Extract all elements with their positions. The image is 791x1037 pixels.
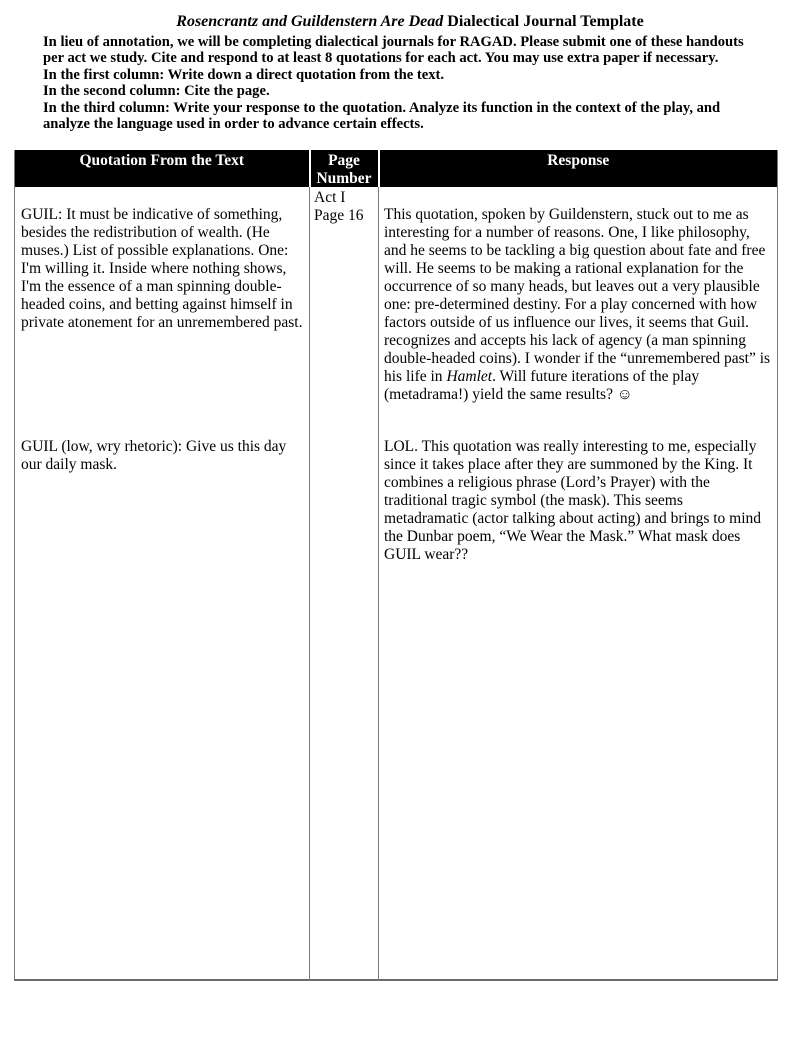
col-header-response: Response	[379, 150, 778, 187]
text-line: In the third column: Write your response to the quotation. Analyze its function in the context of the play, and	[43, 99, 721, 116]
text-line: traditional tragic symbol (the mask). This seems	[384, 492, 683, 510]
journal-entry-row-2	[15, 437, 778, 980]
text-line: I'm willing it. Inside where nothing shows,	[21, 260, 287, 278]
text-line: besides the redistribution of wealth. (He	[21, 224, 270, 242]
play-title-italic: Rosencrantz and Guildenstern Are Dead	[176, 13, 444, 30]
page-title	[43, 13, 777, 30]
hamlet-line-pre: his life in	[384, 368, 447, 386]
text-line: GUIL (low, wry rhetoric): Give us this day	[21, 438, 287, 456]
text-line: combines a religious phrase (Lord’s Prayer) with the	[384, 474, 710, 492]
text-line: the Dunbar poem, “We Wear the Mask.” What mask does	[384, 528, 741, 546]
page-number-cell	[310, 187, 379, 437]
journal-entry-row-1	[15, 187, 778, 437]
text-line: analyze the language used in order to advance certain effects.	[43, 116, 424, 133]
response-1-body	[384, 206, 773, 368]
text-line: GUIL wear??	[384, 546, 469, 564]
text-line: LOL. This quotation was really interesting to me, especially	[384, 438, 757, 456]
text-line: In lieu of annotation, we will be completing dialectical journals for RAGAD. Please submit one of these handouts	[43, 34, 744, 50]
text-line: one: pre-determined destiny. For a play concerned with how	[384, 296, 758, 314]
response-cell-2	[379, 437, 778, 980]
text-line: GUIL: It must be indicative of something,	[21, 206, 283, 224]
hamlet-title-italic: Hamlet	[446, 368, 493, 386]
text-line: metadramatic (actor talking about acting) and brings to mind	[384, 510, 762, 528]
text-line: per act we study. Cite and respond to at least 8 quotations for each act. You may use extra paper if necessary.	[43, 50, 719, 67]
col-header-quotation: Quotation From the Text	[15, 150, 310, 187]
quotation-cell-2	[15, 437, 310, 980]
document-page	[0, 13, 791, 981]
col-header-page-number: Page Number	[310, 150, 379, 187]
text-line: headed coins, and betting against himself in	[21, 296, 293, 314]
text-line: muses.) List of possible explanations. One:	[21, 242, 289, 260]
instructions-block	[43, 34, 777, 132]
text-line: our daily mask.	[21, 456, 117, 474]
quotation-cell-1	[15, 187, 310, 437]
dialectical-journal-table	[14, 150, 778, 981]
text-line: factors outside of us influence our lives, it seems that Guil.	[384, 314, 750, 332]
hamlet-line-post: . Will future iterations of the play	[492, 368, 700, 386]
text-line: occurrence of so many heads, but leaves out a very plausible	[384, 278, 760, 296]
text-line: In the second column: Cite the page.	[43, 83, 270, 100]
response-1-hamlet-line	[384, 368, 773, 386]
text-line: interesting for a number of reasons. One, I like philosophy,	[384, 224, 750, 242]
text-line: This quotation, spoken by Guildenstern, stuck out to me as	[384, 206, 749, 224]
text-line: private atonement for an unremembered past.	[21, 314, 303, 332]
page-number-cell-empty	[310, 437, 379, 980]
text-line: double-headed coins). I wonder if the “unremembered past” is	[384, 350, 771, 368]
title-rest: Dialectical Journal Template	[443, 13, 644, 30]
response-1-last-line: (metadrama!) yield the same results? ☺	[384, 386, 633, 404]
text-line: since it takes place after they are summoned by the King. It	[384, 456, 753, 474]
text-line: Act I	[314, 189, 346, 207]
response-cell-1	[379, 187, 778, 437]
text-line: will. He seems to be making a rational explanation for the	[384, 260, 744, 278]
text-line: recognizes and accepts his lack of agency (a man spinning	[384, 332, 746, 350]
text-line: Page 16	[314, 207, 364, 225]
text-line: and he seems to be tackling a big question about fate and free	[384, 242, 766, 260]
text-line: I'm the essence of a man spinning double-	[21, 278, 282, 296]
text-line: In the first column: Write down a direct quotation from the text.	[43, 66, 445, 83]
table-header-row	[15, 150, 778, 187]
